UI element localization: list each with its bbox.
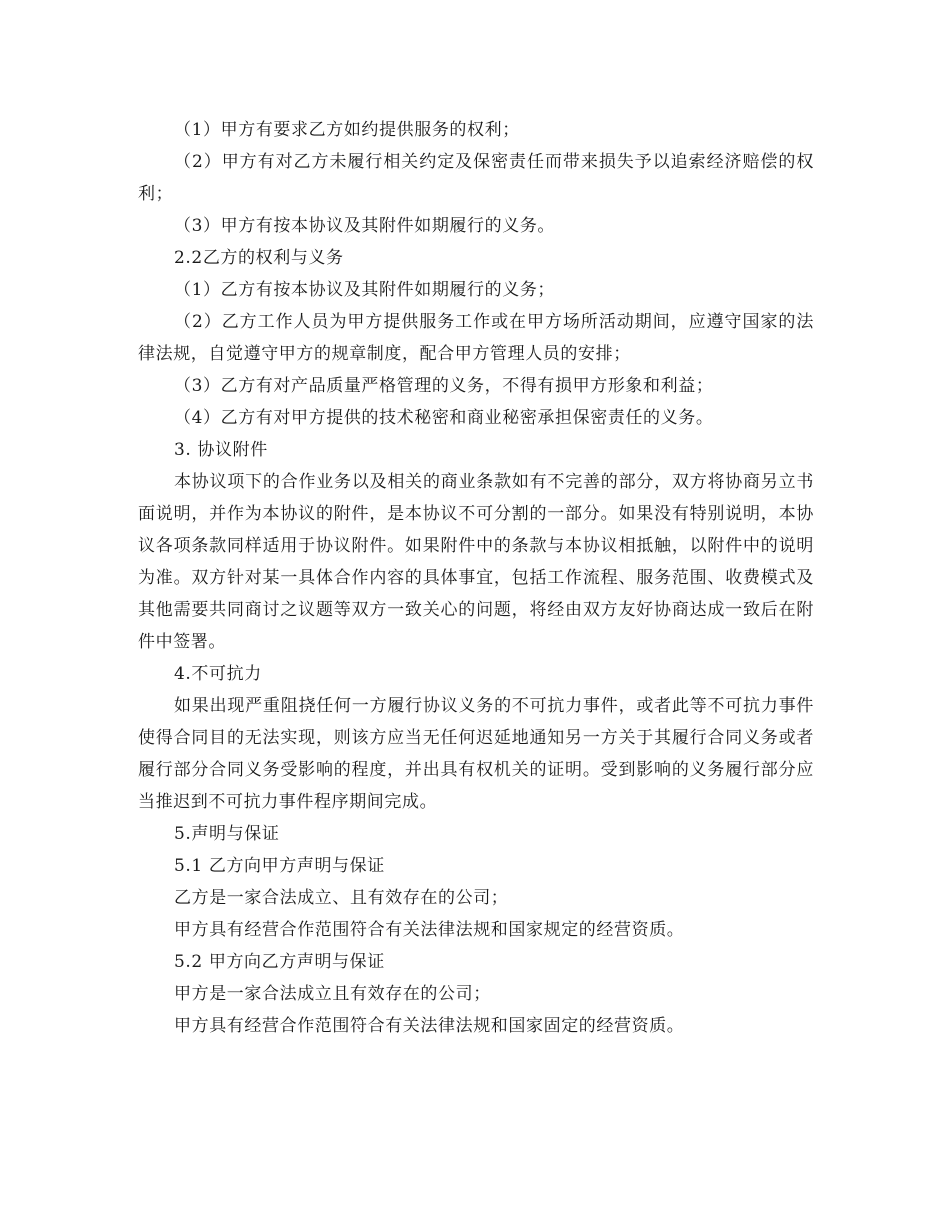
clause-2-1-item-2: （2）甲方有对乙方未履行相关约定及保密责任而带来损失予以追索经济赔偿的权利； bbox=[138, 152, 814, 204]
clause-2-2-item-4: （4）乙方有对甲方提供的技术秘密和商业秘密承担保密责任的义务。 bbox=[174, 408, 714, 428]
section-3-body: 本协议项下的合作业务以及相关的商业条款如有不完善的部分，双方将协商另立书面说明，并作为本协议的附件，是本协议不可分割的一部分。如果没有特别说明，本协议各项条款同样适用于协议附件。如果附件中的条款与本协议相抵触，以附件中的说明为准。双方针对某一具体合作内容的具体事宜，包括工作流程、服务范围、收费模式及其他需要共同商讨之议题等双方一致关心的问题，将经由双方友好协商达成一致后在附件中签署。 bbox=[138, 472, 814, 652]
section-heading-3: 3. 协议附件 bbox=[174, 440, 268, 460]
section-heading-2-2: 2.2乙方的权利与义务 bbox=[174, 248, 344, 268]
section-heading-5: 5.声明与保证 bbox=[174, 824, 280, 844]
clause-2-2-item-1: （1）乙方有按本协议及其附件如期履行的义务； bbox=[174, 280, 556, 300]
clause-5-1-item-1: 乙方是一家合法成立、且有效存在的公司； bbox=[174, 888, 509, 908]
section-heading-5-1: 5.1 乙方向甲方声明与保证 bbox=[174, 856, 385, 876]
clause-2-2-item-2: （2）乙方工作人员为甲方提供服务工作或在甲方场所活动期间，应遵守国家的法律法规，自觉遵守甲方的规章制度，配合甲方管理人员的安排； bbox=[138, 312, 814, 364]
section-heading-5-2: 5.2 甲方向乙方声明与保证 bbox=[174, 952, 385, 972]
clause-5-2-item-2: 甲方具有经营合作范围符合有关法律法规和国家固定的经营资质。 bbox=[174, 1016, 685, 1036]
clause-5-2-item-1: 甲方是一家合法成立且有效存在的公司； bbox=[174, 984, 491, 1004]
clause-2-1-item-3: （3）甲方有按本协议及其附件如期履行的义务。 bbox=[174, 216, 556, 236]
clause-5-1-item-2: 甲方具有经营合作范围符合有关法律法规和国家规定的经营资质。 bbox=[174, 920, 685, 940]
section-4-body: 如果出现严重阻挠任何一方履行协议义务的不可抗力事件，或者此等不可抗力事件使得合同目的无法实现，则该方应当无任何迟延地通知另一方关于其履行合同义务或者履行部分合同义务受影响的程度，并出具有权机关的证明。受到影响的义务履行部分应当推迟到不可抗力事件程序期间完成。 bbox=[138, 696, 814, 812]
clause-2-2-item-3: （3）乙方有对产品质量严格管理的义务，不得有损甲方形象和利益； bbox=[174, 376, 714, 396]
section-heading-4: 4.不可抗力 bbox=[174, 664, 262, 684]
document-body bbox=[138, 114, 814, 1042]
clause-2-1-item-1: （1）甲方有要求乙方如约提供服务的权利； bbox=[174, 120, 520, 140]
